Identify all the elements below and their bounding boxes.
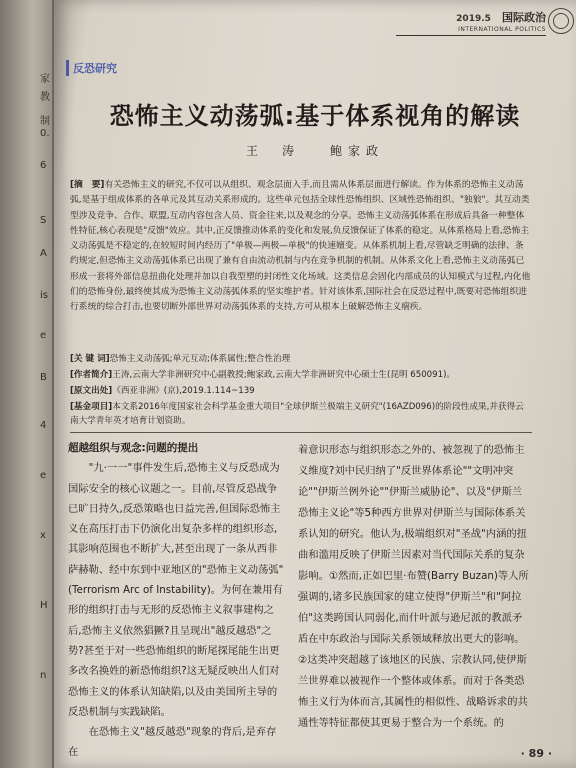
prev-page-fragment: 教	[40, 92, 50, 103]
prev-page-fragment: B	[40, 372, 47, 383]
body-paragraph: "九·一一"事件发生后,恐怖主义与反恐成为国际安全的核心议题之一。目前,尽管反恐战争已旷日持久,反恐策略也日益完善,但国际恐怖主义在高压打击下仍演化出复杂多样的组织形态,其影响范围也不断扩大,甚至出现了一条从西非萨赫勒、经中东到中亚地区的"恐怖主义动荡弧"(Terrorism Arc of Instability)。为何在兼用有形的组织打击与无形的反恐怖主义叙事建构之后,恐怖主义依然猖獗?且呈现出"越反越恐"之势?甚至于对一些恐怖组织的断尾探尾能生出更多改名换姓的新恐怖组织?这无疑反映出人们对恐怖主义的体系认知缺陷,以及由美国所主导的反恐机制与实践缺陷。	[68, 462, 284, 718]
abstract	[70, 178, 532, 316]
funding-label: [基金项目]	[70, 402, 113, 412]
previous-page-edge	[0, 0, 60, 768]
author-line	[54, 142, 576, 159]
prev-page-fragment: S	[40, 215, 47, 226]
keywords	[70, 352, 532, 366]
prev-page-fragment: 家	[40, 74, 50, 85]
section-tag: 反恐研究	[66, 60, 117, 76]
prev-page-fragment: e	[40, 470, 47, 481]
prev-page-fragment: n	[40, 670, 47, 681]
section-divider	[70, 432, 532, 433]
section-heading: 超越组织与观念:问题的提出	[68, 442, 199, 454]
prev-page-fragment: H	[40, 600, 48, 611]
prev-page-fragment: 制	[40, 116, 50, 127]
magazine-name-en: INTERNATIONAL POLITICS	[458, 26, 546, 33]
funding	[70, 400, 532, 428]
source	[70, 384, 532, 398]
running-header	[396, 6, 546, 36]
body-paragraph: 在恐怖主义"越反越恐"现象的背后,是弃存在	[68, 726, 277, 759]
library-seal-icon	[548, 8, 574, 34]
author-info	[70, 368, 532, 382]
issue-number: 2019.5	[456, 14, 491, 24]
prev-page-fragment: e	[40, 330, 47, 341]
author-info-label: [作者简介]	[70, 370, 113, 380]
author-info-text: 王涛,云南大学非洲研究中心副教授;鲍家政,云南大学非洲研究中心硕士生(昆明 650091)。	[112, 370, 456, 380]
prev-page-fragment: is	[40, 290, 48, 301]
magazine-name: 国际政治	[502, 11, 546, 24]
prev-page-fragment: 4	[40, 420, 47, 431]
left-column	[68, 438, 286, 763]
prev-page-fragment: 6	[40, 160, 47, 171]
author-name: 王 涛	[245, 144, 300, 158]
abstract-text: 有关恐怖主义的研究,不仅可以从组织、观念层面入手,而且需从体系层面进行解读。作为体系的恐怖主义动荡弧,是基于组成体系的各单元及其互动关系形成的。这些单元包括全球性恐怖组织、区域性恐怖组织、"独狼"。其互动类型涉及竞争、合作、联盟,互动内容包含人员、资金往来,以及观念的分享。恐怖主义动荡弧体系在形成后具备一种整体性特征,核心表现是"反馈"效应。其中,正反馈推动体系的变化和发展,负反馈保证了体系的稳定。从体系格局上看,恐怖主义动荡弧是不稳定的,在较短时间内经历了"单极—两极—单极"的快速嬗变。从体系机制上看,尽管缺乏明确的法律、条约规定,但恐怖主义动荡弧体系已出现了兼有自由流动机制与内在竞争机制的机制。从体系文化上看,恐怖主义动荡弧已形成一套将外部信息扭曲化处理并加以自我型塑的封闭性文化场域。这类信息会固化内部成员的认知模式与过程,内化他们的恐怖身份,最终使其成为恐怖主义动荡弧体系的坚实维护者。针对该体系,国际社会在反恐过程中,既要对恐怖组织进行系统的综合打击,也要切断外部世界对动荡弧体系的支持,方可从根本上破解恐怖主义痼疾。	[70, 180, 531, 313]
body-paragraph: 着意识形态与组织形态之外的、被忽视了的恐怖主义维度?刘中民归纳了"反世界体系论""文明冲突论""伊斯兰例外论""伊斯兰威胁论"、以及"伊斯兰恐怖主义论"等5种西方世界对伊斯兰与国际体系关系认知的研究。他认为,极端组织对"圣战"内涵的扭曲和滥用反映了伊斯兰因素对当代国际关系的复杂影响。①然而,正如巴里·布赞(Barry Buzan)等人所强调的,诸多民族国家的建立使得"伊斯兰"和"阿拉伯"这类跨国认同弱化,而什叶派与逊尼派的教派矛盾在中东政治与国际关系领域释放出更大的影响。②这类冲突超越了该地区的民族、宗教认同,使伊斯兰世界难以被视作一个整体或体系。而对于各类恐怖主义行为体而言,其属性的相似性、战略诉求的共通性等特征都使其更易于整合为一个系统。的	[298, 444, 529, 729]
source-text: 《西亚非洲》(京),2019.1.114~139	[112, 386, 255, 396]
prev-page-fragment: A	[40, 248, 47, 259]
right-column	[298, 440, 530, 734]
keywords-label: [关 键 词]	[70, 354, 110, 364]
keywords-text: 恐怖主义动荡弧;单元互动;体系属性;整合性治理	[109, 354, 291, 364]
abstract-label: [摘 要]	[70, 180, 105, 190]
article-title: 恐怖主义动荡弧:基于体系视角的解读	[109, 102, 521, 130]
header-rule	[396, 35, 546, 36]
source-label: [原文出处]	[70, 386, 113, 396]
journal-page	[52, 0, 576, 768]
page-number: · 89 ·	[520, 747, 552, 760]
prev-page-fragment: x	[40, 530, 46, 541]
author-name: 鲍家政	[330, 144, 385, 158]
prev-page-fragment: 0.	[40, 128, 50, 139]
funding-text: 本文系2016年度国家社会科学基金重大项目"全球伊斯兰极端主义研究"(16AZD096)的阶段性成果,并获得云南大学青年英才培育计划资助。	[70, 402, 524, 426]
